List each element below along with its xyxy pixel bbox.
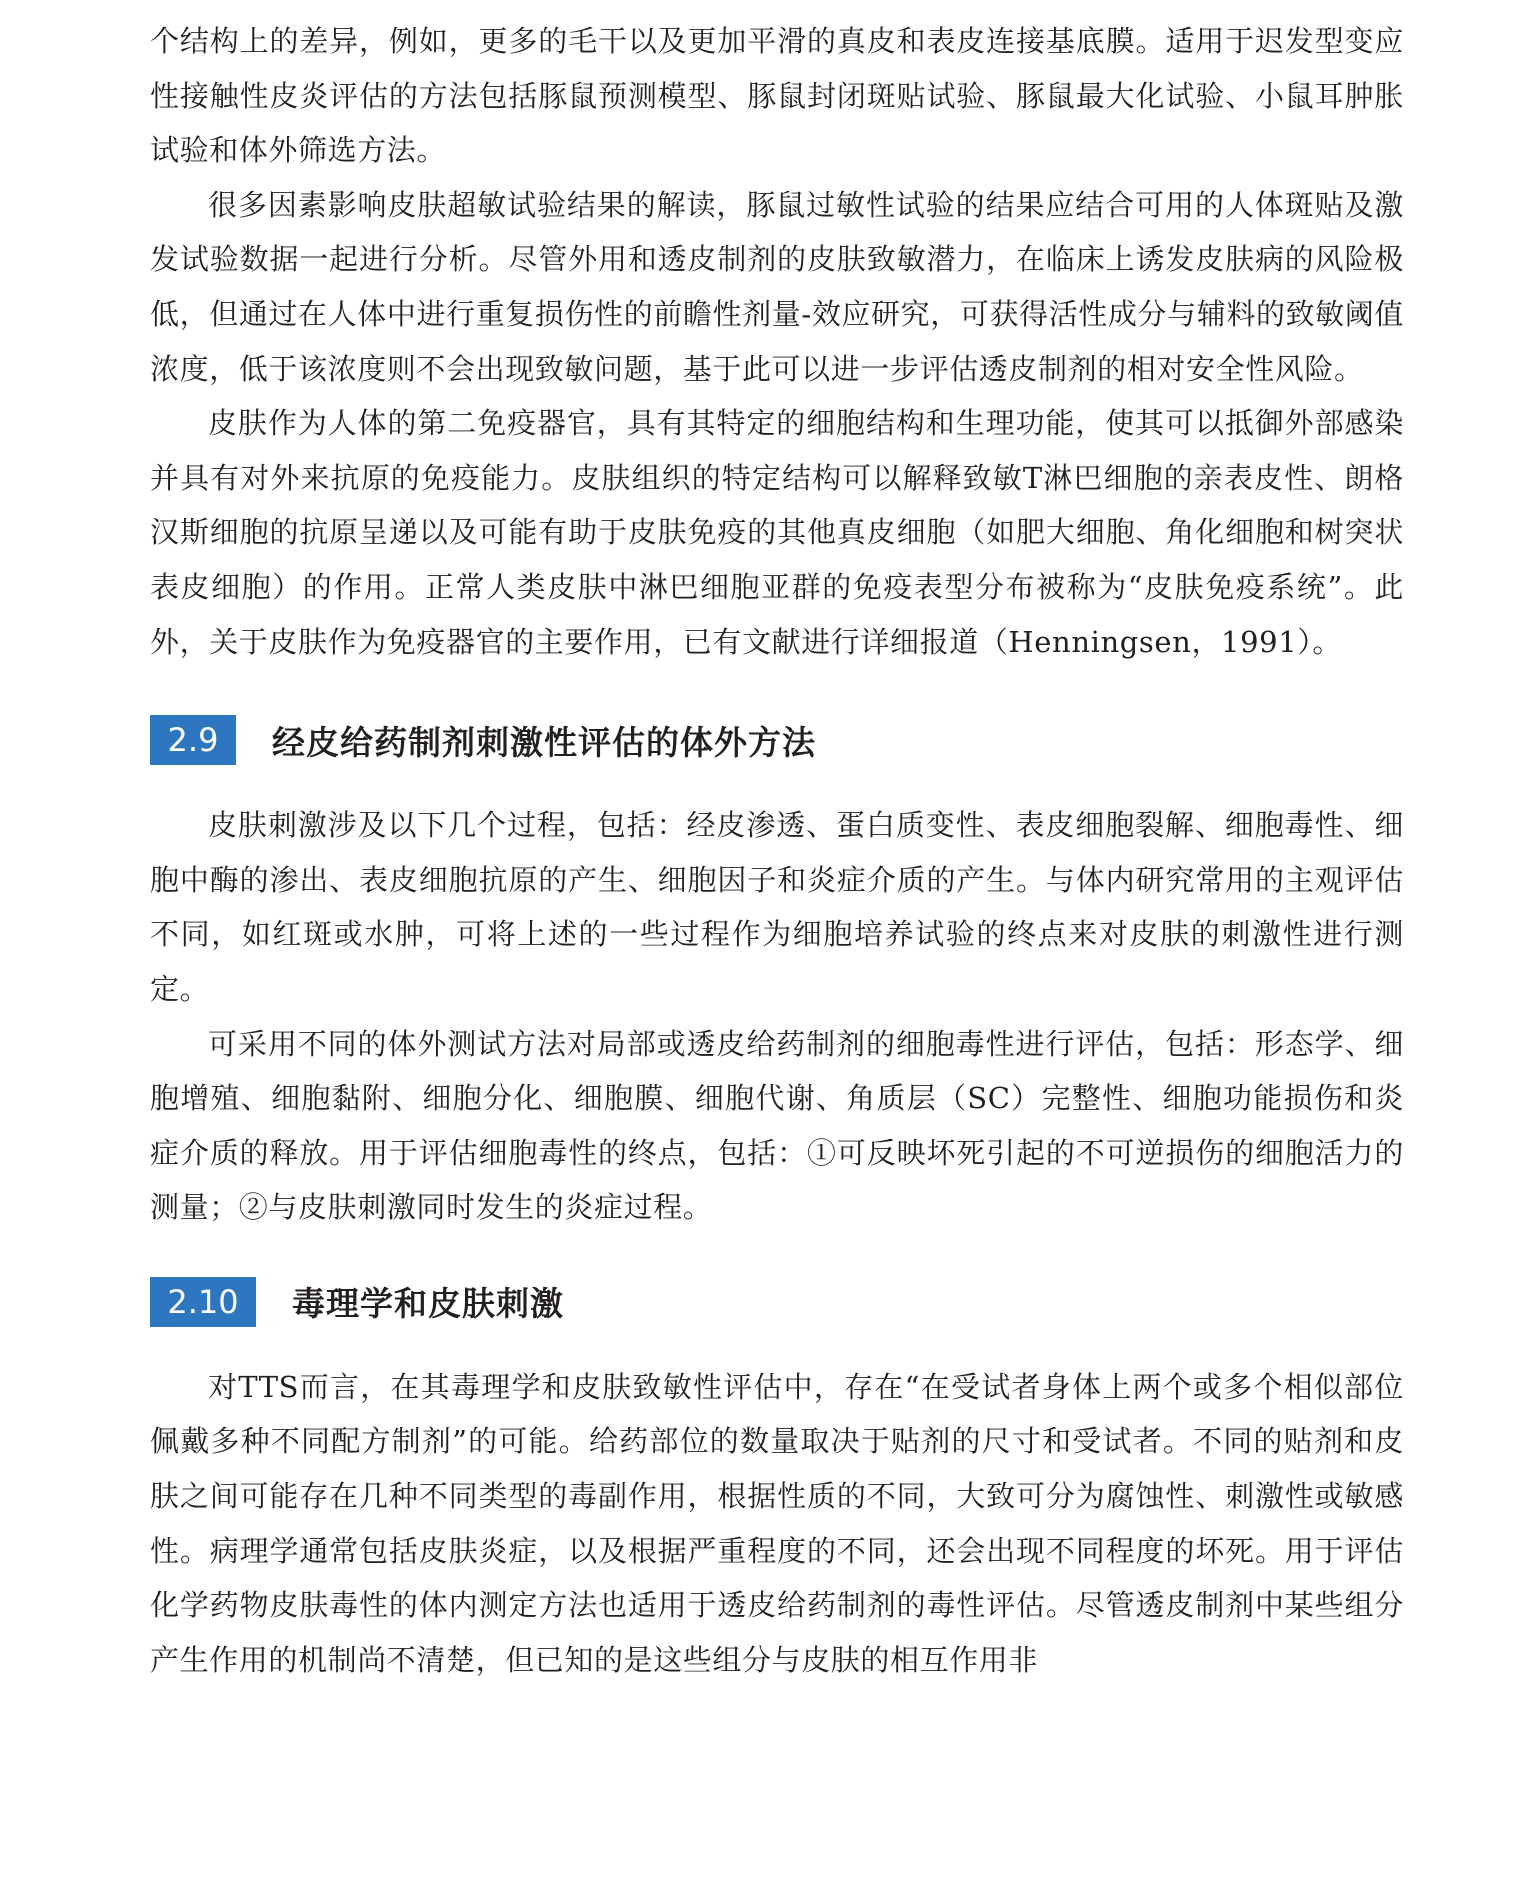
section-heading-2-9 — [150, 715, 1404, 765]
section-title: 经皮给药制剂刺激性评估的体外方法 — [272, 722, 816, 762]
paragraph-top-1: 个结构上的差异，例如，更多的毛干以及更加平滑的真皮和表皮连接基底膜。适用于迟发型变应性接触性皮炎评估的方法包括豚鼠预测模型、豚鼠封闭斑贴试验、豚鼠最大化试验、小鼠耳肿胀试验和体外筛选方法。 — [150, 24, 1404, 168]
paragraph: 对TTS而言，在其毒理学和皮肤致敏性评估中，存在“在受试者身体上两个或多个相似部位佩戴多种不同配方制剂”的可能。给药部位的数量取决于贴剂的尺寸和受试者。不同的贴剂和皮肤之间可能存在几种不同类型的毒副作用，根据性质的不同，大致可分为腐蚀性、刺激性或敏感性。病理学通常包括皮肤炎症，以及根据严重程度的不同，还会出现不同程度的坏死。用于评估化学药物皮肤毒性的体内测定方法也适用于透皮给药制剂的毒性评估。尽管透皮制剂中某些组分产生作用的机制尚不清楚，但已知的是这些组分与皮肤的相互作用非 — [150, 1369, 1404, 1677]
section-body-2-9 — [150, 798, 1404, 1235]
section-number-badge: 2.10 — [150, 1277, 256, 1327]
paragraph-top-2: 很多因素影响皮肤超敏试验结果的解读，豚鼠过敏性试验的结果应结合可用的人体斑贴及激发试验数据一起进行分析。尽管外用和透皮制剂的皮肤致敏潜力，在临床上诱发皮肤病的风险极低，但通过在人体中进行重复损伤性的前瞻性剂量-效应研究，可获得活性成分与辅料的致敏阈值浓度，低于该浓度则不会出现致敏问题，基于此可以进一步评估透皮制剂的相对安全性风险。 — [150, 187, 1404, 386]
section-body-2-10 — [150, 1360, 1404, 1688]
document-page — [150, 14, 1404, 1687]
section-number-badge: 2.9 — [150, 715, 236, 765]
section-heading-2-10 — [150, 1277, 1404, 1327]
paragraph: 皮肤刺激涉及以下几个过程，包括：经皮渗透、蛋白质变性、表皮细胞裂解、细胞毒性、细胞中酶的渗出、表皮细胞抗原的产生、细胞因子和炎症介质的产生。与体内研究常用的主观评估不同，如红斑或水肿，可将上述的一些过程作为细胞培养试验的终点来对皮肤的刺激性进行测定。 — [150, 808, 1404, 1006]
paragraph-top-3: 皮肤作为人体的第二免疫器官，具有其特定的细胞结构和生理功能，使其可以抵御外部感染并具有对外来抗原的免疫能力。皮肤组织的特定结构可以解释致敏T淋巴细胞的亲表皮性、朗格汉斯细胞的抗原呈递以及可能有助于皮肤免疫的其他真皮细胞（如肥大细胞、角化细胞和树突状表皮细胞）的作用。正常人类皮肤中淋巴细胞亚群的免疫表型分布被称为“皮肤免疫系统”。此外，关于皮肤作为免疫器官的主要作用，已有文献进行详细报道（Henningsen，1991）。 — [150, 406, 1404, 659]
paragraph: 可采用不同的体外测试方法对局部或透皮给药制剂的细胞毒性进行评估，包括：形态学、细胞增殖、细胞黏附、细胞分化、细胞膜、细胞代谢、角质层（SC）完整性、细胞功能损伤和炎症介质的释放。用于评估细胞毒性的终点，包括：①可反映坏死引起的不可逆损伤的细胞活力的测量；②与皮肤刺激同时发生的炎症过程。 — [150, 1026, 1404, 1225]
section-title: 毒理学和皮肤刺激 — [292, 1284, 564, 1324]
